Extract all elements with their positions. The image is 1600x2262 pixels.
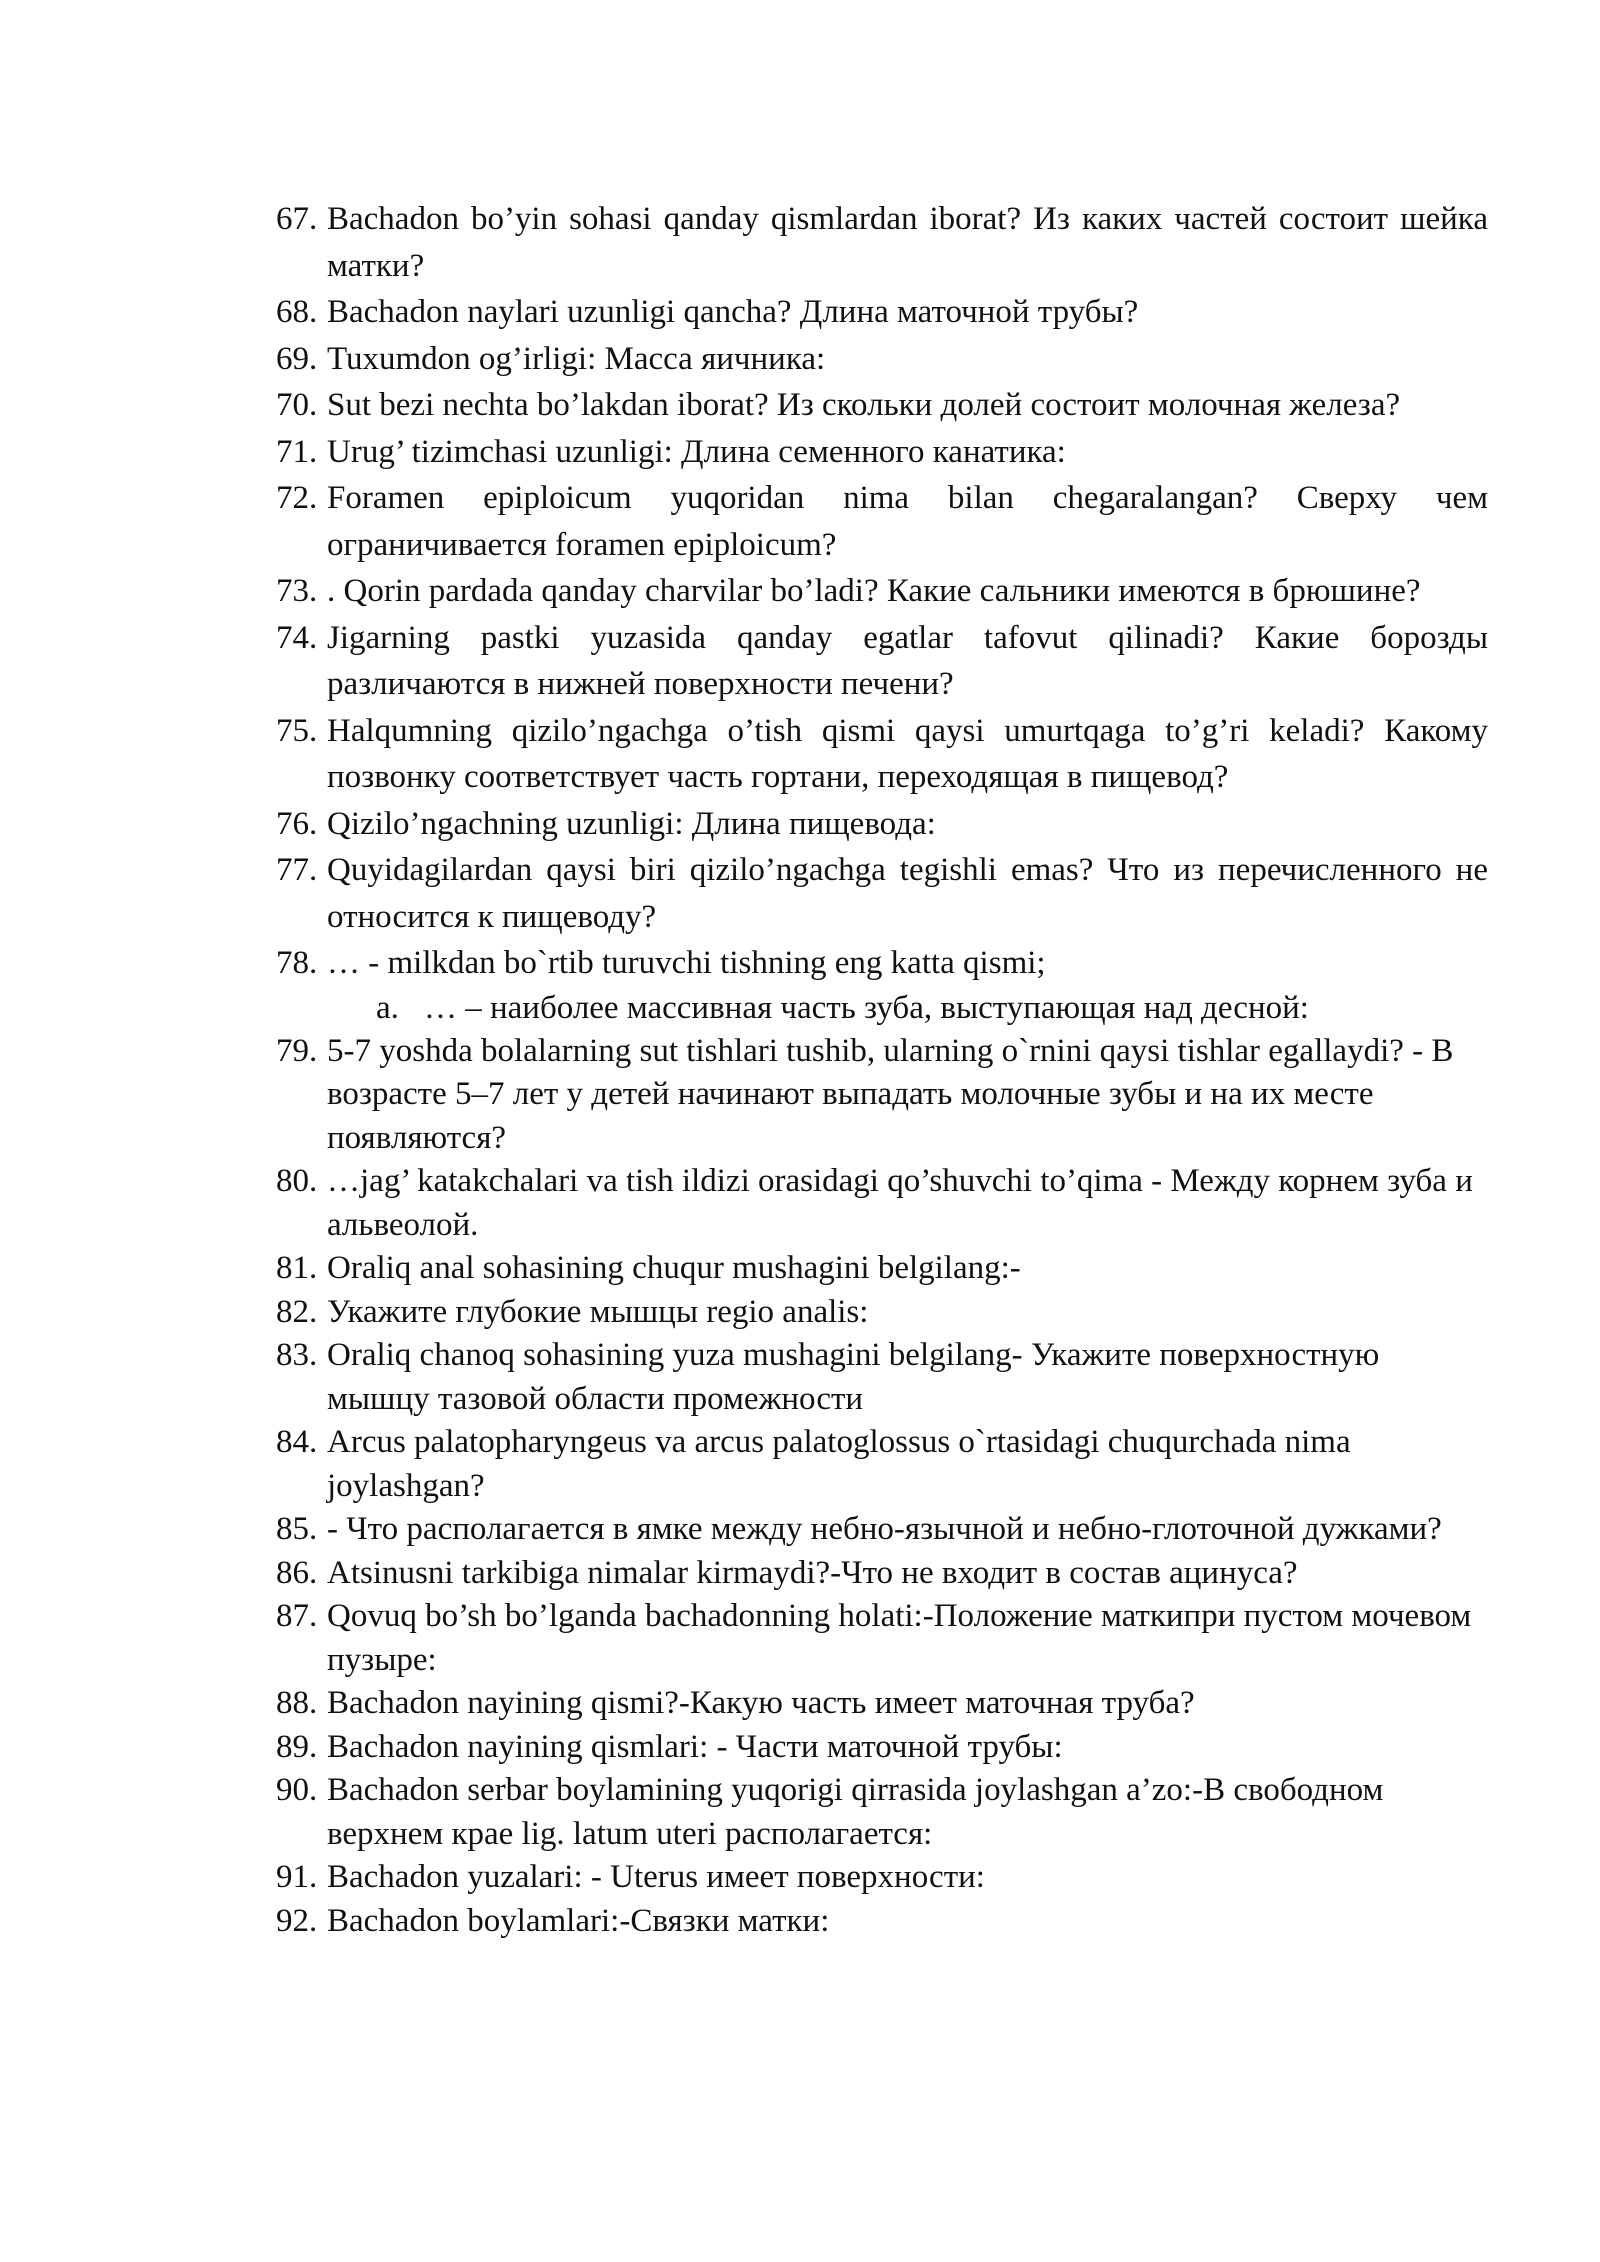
list-item xyxy=(276,429,1488,476)
item-number: 80. xyxy=(276,1163,318,1199)
list-item xyxy=(276,1030,1488,1161)
item-text: Bachadon nayining qismlari: - Части маточной трубы: xyxy=(327,1728,1063,1765)
list-item xyxy=(276,1900,1488,1944)
sub-item-letter: a. xyxy=(376,989,399,1026)
item-number: 78. xyxy=(276,945,318,981)
item-text: Bachadon naylari uzunligi qancha? Длина маточной трубы? xyxy=(327,294,1139,330)
item-text: …jag’ katakchalari va tish ildizi orasidagi qo’shuvchi to’qima - Между корнем зуба и альвеолой. xyxy=(327,1163,1473,1243)
item-text: 5-7 yoshda bolalarning sut tishlari tushib, ularning o`rnini qaysi tishlar egallaydi? - В возрасте 5–7 лет у детей начинают выпадать молочные зубы и на их месте появляются? xyxy=(327,1032,1454,1156)
item-number: 74. xyxy=(276,619,318,656)
item-text: . Qorin pardada qanday charvilar bo’ladi? Какие сальники имеются в брюшине? xyxy=(327,573,1421,609)
item-text: - Что располагается в ямке между небно-язычной и небно-глоточной дужками? xyxy=(327,1511,1442,1547)
item-number: 87. xyxy=(276,1598,318,1634)
item-number: 75. xyxy=(276,712,318,749)
list-item xyxy=(276,615,1488,708)
item-text: Quyidagilardan qaysi biri qizilo’ngachga tegishli emas? Что из перечисленного не относится к пищеводу? xyxy=(327,852,1488,935)
list-item xyxy=(276,1552,1488,1596)
item-text: Tuxumdon og’irligi: Масса яичника: xyxy=(327,340,826,377)
list-item xyxy=(276,289,1488,336)
item-number: 68. xyxy=(276,294,318,330)
item-text: Arcus palatopharyngeus va arcus palatoglossus o`rtasidagi chuqurchada nima joylashgan? xyxy=(327,1424,1351,1504)
list-item xyxy=(276,1334,1488,1421)
item-text: Oraliq chanoq sohasining yuza mushagini belgilang- Укажите поверхностную мышцу тазовой области промежности xyxy=(327,1337,1380,1417)
item-text: Bachadon boylamlari:-Связки матки: xyxy=(327,1902,830,1939)
item-text: Qizilo’ngachning uzunligi: Длина пищевода: xyxy=(327,805,936,842)
sub-item-text: … – наиболее массивная часть зуба, выступающая над десной: xyxy=(424,989,1309,1026)
item-number: 91. xyxy=(276,1859,318,1895)
list-item xyxy=(276,336,1488,383)
list-item xyxy=(276,196,1488,289)
list-item xyxy=(276,1421,1488,1508)
list-item xyxy=(276,801,1488,848)
item-number: 70. xyxy=(276,387,318,423)
item-text: Qovuq bo’sh bo’lganda bachadonning holati:-Положение маткипри пустом мочевом пузыре: xyxy=(327,1598,1472,1678)
item-number: 88. xyxy=(276,1685,318,1721)
list-item xyxy=(276,1595,1488,1682)
list-item xyxy=(276,1726,1488,1770)
list-item xyxy=(276,1856,1488,1900)
item-number: 86. xyxy=(276,1554,318,1591)
list-item xyxy=(276,568,1488,615)
item-number: 89. xyxy=(276,1728,318,1765)
list-item xyxy=(276,847,1488,940)
item-text: Oraliq anal sohasining chuqur mushagini belgilang:- xyxy=(327,1250,1021,1286)
list-item xyxy=(276,1508,1488,1552)
list-item xyxy=(276,940,1488,987)
item-number: 90. xyxy=(276,1772,318,1808)
item-text: Foramen epiploicum yuqoridan nima bilan chegaralangan? Сверху чем ограничивается foramen epiploicum? xyxy=(327,480,1488,563)
list-item xyxy=(276,1247,1488,1291)
item-number: 76. xyxy=(276,805,318,842)
item-number: 72. xyxy=(276,480,318,516)
item-text: Sut bezi nechta bo’lakdan iborat? Из скольки долей состоит молочная железа? xyxy=(327,387,1401,423)
item-text: Укажите глубокие мышцы regio analis: xyxy=(327,1293,869,1330)
sub-list-item xyxy=(376,987,1488,1030)
item-number: 83. xyxy=(276,1337,318,1373)
list-item xyxy=(276,1682,1488,1726)
item-number: 82. xyxy=(276,1293,318,1330)
list-item xyxy=(276,382,1488,429)
item-number: 67. xyxy=(276,201,318,237)
item-text: … - milkdan bo`rtib turuvchi tishning eng katta qismi; xyxy=(327,945,1046,981)
item-number: 84. xyxy=(276,1424,318,1460)
item-text: Bachadon bo’yin sohasi qanday qismlardan iborat? Из каких частей состоит шейка матки? xyxy=(327,201,1488,284)
item-number: 79. xyxy=(276,1032,318,1069)
item-number: 69. xyxy=(276,340,318,377)
list-item xyxy=(276,708,1488,801)
item-number: 92. xyxy=(276,1902,318,1939)
item-number: 71. xyxy=(276,433,318,470)
list-item xyxy=(276,475,1488,568)
item-text: Jigarning pastki yuzasida qanday egatlar tafovut qilinadi? Какие борозды различаются в нижней поверхности печени? xyxy=(327,619,1488,702)
item-text: Atsinusni tarkibiga nimalar kirmaydi?-Что не входит в состав ацинуса? xyxy=(327,1554,1298,1591)
item-text: Bachadon yuzalari: - Uterus имеет поверхности: xyxy=(327,1859,985,1895)
item-number: 73. xyxy=(276,573,318,609)
item-text: Bachadon nayining qismi?-Какую часть имеет маточная труба? xyxy=(327,1685,1195,1721)
item-number: 77. xyxy=(276,852,318,888)
item-text: Bachadon serbar boylamining yuqorigi qirrasida joylashgan a’zo:-В свободном верхнем крае lig. latum uteri располагается: xyxy=(327,1772,1384,1852)
item-number: 85. xyxy=(276,1511,318,1547)
question-list xyxy=(276,196,1488,1943)
list-item xyxy=(276,1160,1488,1247)
item-number: 81. xyxy=(276,1250,318,1286)
list-item xyxy=(276,1769,1488,1856)
item-text: Urug’ tizimchasi uzunligi: Длина семенного канатика: xyxy=(327,433,1066,470)
list-item xyxy=(276,1291,1488,1335)
item-text: Halqumning qizilo’ngachga o’tish qismi qaysi umurtqaga to’g’ri keladi? Какому позвонку соответствует часть гортани, переходящая в пищевод? xyxy=(327,712,1488,795)
